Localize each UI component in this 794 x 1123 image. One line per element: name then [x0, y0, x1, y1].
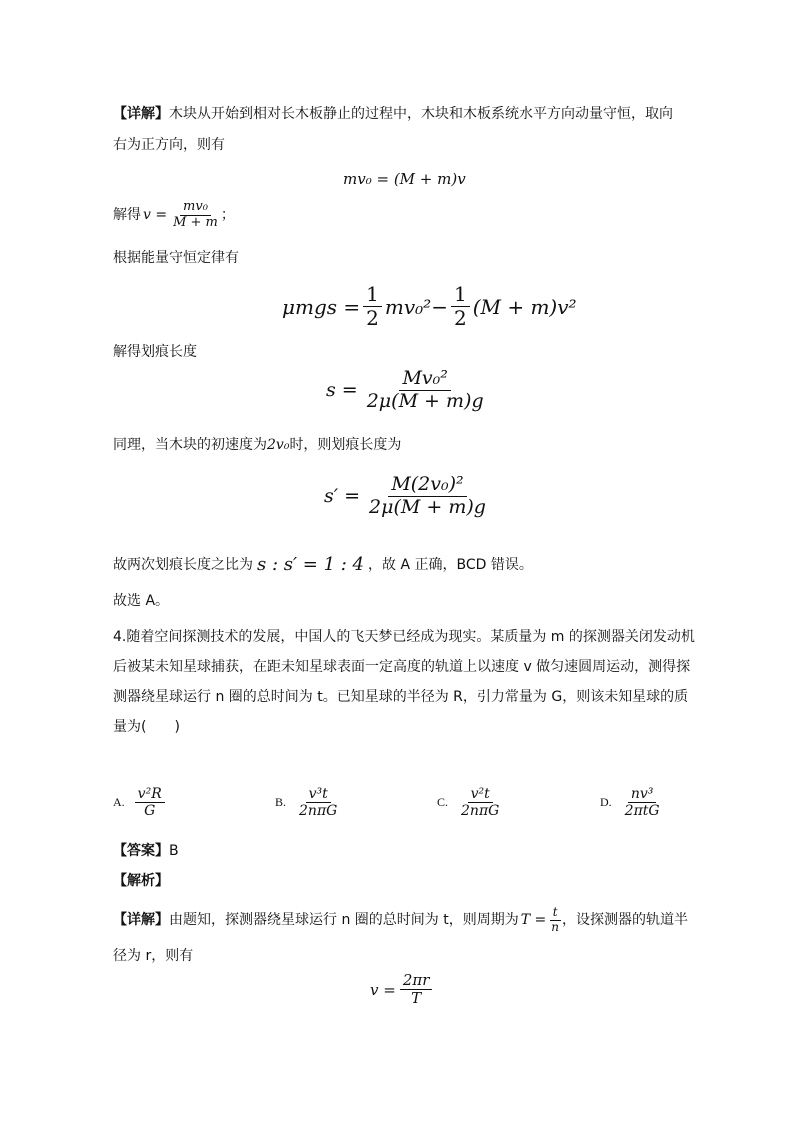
option-c-den: 2nπG [461, 803, 500, 820]
analysis-tag: 【解析】 [113, 873, 169, 889]
option-d-fraction [622, 786, 663, 819]
velocity-den: M + m [173, 214, 218, 230]
initial-velocity: 2v₀ [267, 437, 290, 453]
answer-value: B [169, 843, 179, 859]
option-d[interactable] [600, 786, 663, 819]
half-fraction-1 [363, 283, 382, 330]
solve-prefix: 解得 [113, 207, 141, 224]
ratio-line [113, 555, 533, 575]
detail2-text-a: 由题知，探测器绕星球运行 n 圈的总时间为 t，则周期为 [169, 912, 519, 929]
energy-lhs: μmgs = [282, 294, 361, 319]
solve-suffix: ； [220, 207, 235, 224]
period-fraction [548, 906, 562, 935]
half-den: 2 [366, 306, 379, 330]
option-b[interactable] [275, 786, 340, 819]
ratio-text-a: 故两次划痕长度之比为 [113, 557, 253, 573]
answer-line [113, 841, 179, 861]
option-d-label: D. [600, 795, 612, 810]
question-4-line-2: 后被某未知星球捕获，在距未知星球表面一定高度的轨道上以速度 v 做匀速圆周运动，测得探 [113, 659, 691, 675]
scratch-lhs: s = [326, 379, 358, 402]
half-num: 1 [451, 283, 470, 307]
answer-tag: 【答案】 [113, 843, 169, 859]
scratch-fraction [364, 368, 487, 413]
velocity-orbit-equation [370, 972, 432, 1008]
scratch2-fraction [366, 474, 489, 519]
detail2-text-c: 径为 r，则有 [113, 948, 194, 964]
half-den: 2 [453, 306, 467, 330]
option-c-label: C. [437, 795, 449, 810]
orbit-lhs: v = [370, 980, 396, 999]
energy-term-2: (M + m)v² [472, 294, 577, 319]
energy-label: 根据能量守恒定律有 [113, 250, 239, 266]
detail-paragraph-1 [113, 104, 673, 124]
half-fraction-2 [451, 283, 470, 330]
velocity-fraction [170, 200, 221, 231]
scratch-equation-2 [324, 474, 489, 519]
scratch-num: Mv₀² [399, 368, 450, 391]
detail-text-b: 右为正方向，则有 [113, 137, 225, 153]
option-c[interactable] [437, 786, 502, 819]
option-c-num: v²t [468, 786, 493, 803]
orbit-den: T [411, 989, 422, 1008]
option-d-den: 2πtG [624, 803, 660, 820]
scratch-equation [326, 368, 487, 413]
period-den: n [551, 919, 559, 934]
same-reason-text [113, 435, 401, 455]
option-b-fraction [296, 786, 340, 819]
option-a-num: v²R [135, 786, 165, 803]
ratio-math: s : s′ = 1 : 4 [257, 554, 365, 575]
option-a[interactable] [113, 786, 165, 819]
scratch-label: 解得划痕长度 [113, 344, 197, 360]
detail-text-a: 木块从开始到相对长木板静止的过程中，木块和木板系统水平方向动量守恒，取向 [169, 106, 673, 122]
velocity-lhs: v = [143, 207, 168, 224]
option-b-num: v³t [306, 786, 331, 803]
detail-paragraph-2 [113, 906, 688, 935]
choose-answer: 故选 A。 [113, 593, 170, 609]
option-a-fraction [135, 786, 165, 819]
momentum-equation: mv₀ = (M + m)v [343, 170, 466, 188]
question-4-line-1: 4.随着空间探测技术的发展，中国人的飞天梦已经成为现实。某质量为 m 的探测器关闭发动机 [113, 629, 695, 645]
scratch2-den: 2μ(M + m)g [369, 495, 486, 518]
option-a-label: A. [113, 795, 125, 810]
period-num: t [550, 906, 561, 921]
period-lhs: T = [520, 912, 547, 929]
orbit-num: 2πr [400, 972, 433, 990]
question-4-line-3: 测器绕星球运行 n 圈的总时间为 t。已知星球的半径为 R，引力常量为 G，则该未知星球的质 [113, 689, 689, 705]
detail2-text-b: ，设探测器的轨道半 [561, 912, 688, 929]
scratch2-lhs: s′ = [324, 485, 361, 508]
same-text-b: 时，则划痕长度为 [289, 437, 402, 453]
option-b-den: 2nπG [299, 803, 338, 820]
scratch2-num: M(2v₀)² [388, 474, 466, 497]
option-c-fraction [458, 786, 502, 819]
option-b-label: B. [275, 795, 287, 810]
question-4-line-4: 量为( ) [113, 719, 180, 735]
velocity-num: mv₀ [180, 200, 211, 216]
option-d-num: nv³ [628, 786, 657, 803]
energy-term-1: mv₀²− [384, 294, 448, 319]
option-a-den: G [144, 803, 156, 820]
scratch-den: 2μ(M + m)g [366, 389, 484, 412]
half-num: 1 [363, 283, 382, 307]
energy-equation [282, 283, 577, 330]
ratio-text-b: ，故 A 正确，BCD 错误。 [368, 557, 533, 573]
same-text-a: 同理，当木块的初速度为 [113, 437, 267, 453]
detail2-tag: 【详解】 [113, 912, 169, 929]
orbit-fraction [400, 972, 433, 1008]
detail-tag: 【详解】 [113, 106, 169, 122]
solution-velocity [113, 200, 235, 231]
